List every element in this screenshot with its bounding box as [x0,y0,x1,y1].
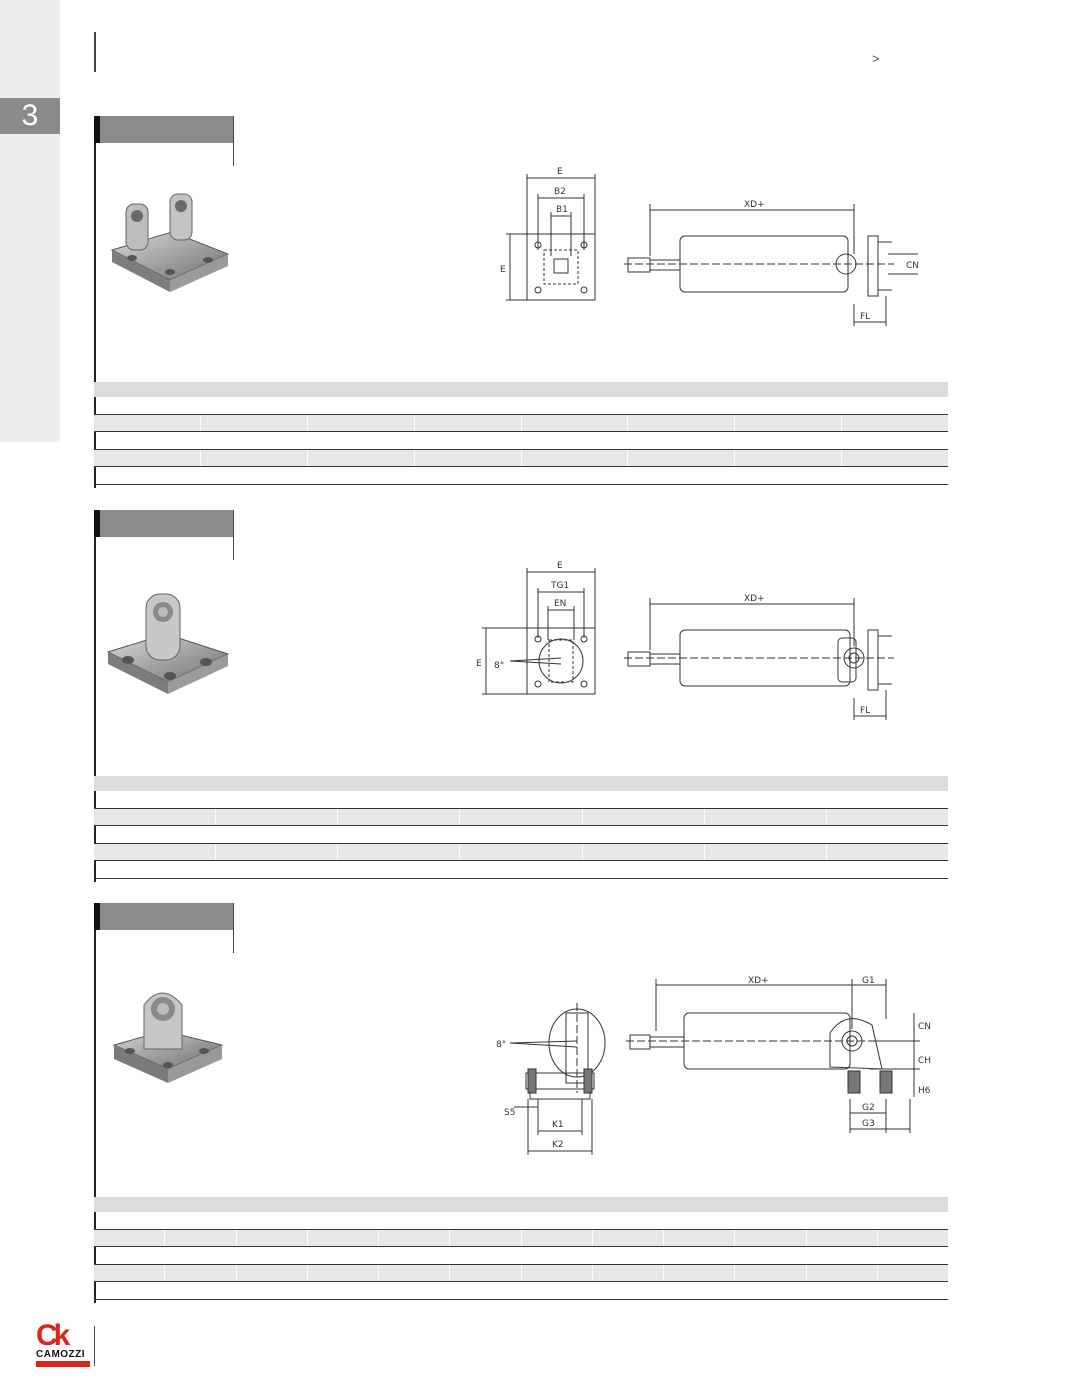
logo-wordmark: CAMOZZI [36,1349,86,1360]
logo-bar [36,1361,90,1367]
dim-label: CN [906,261,920,271]
accessory-section-1 [94,116,948,488]
dim-label: E [557,561,563,571]
dim-label: CH [918,1056,932,1066]
product-photo-swivel-bracket [102,578,234,706]
dim-label: G1 [862,976,875,986]
dim-label: E [500,265,506,275]
dim-label: EN [554,599,567,609]
section-header-tick [233,510,234,560]
dim-label: K1 [552,1120,564,1130]
dim-label: 8° [496,1040,507,1050]
dim-label: S5 [504,1108,516,1118]
logo-mark: Ck [36,1319,67,1352]
dim-label: G3 [862,1119,875,1129]
product-photo-clevis-bracket [102,180,234,308]
accessory-section-2 [94,510,948,882]
footer-divider [94,1326,95,1366]
camozzi-logo [36,1319,90,1367]
dim-label: K2 [552,1140,564,1150]
section-header-bar [94,510,234,537]
technical-drawing-1 [494,164,934,334]
section-header-bar [94,116,234,143]
dim-label: 8° [494,661,505,671]
sidebar-band [0,0,60,442]
chapter-tab[interactable]: 3 [0,98,60,134]
dim-label: CN [918,1022,932,1032]
dim-label: XD+ [744,594,765,604]
dim-label: FL [860,312,871,322]
dimension-table-1 [94,382,948,485]
next-page-chevron-icon[interactable]: > [872,51,880,66]
technical-drawing-3 [490,973,940,1163]
product-photo-pivot-bracket [102,975,234,1103]
dimension-table-3 [94,1197,948,1300]
dim-label: XD+ [748,976,769,986]
dim-label: XD+ [744,200,765,210]
section-header-bar [94,903,234,930]
dim-label: E [557,167,563,177]
dim-label: B1 [556,205,568,215]
technical-drawing-2 [474,558,934,728]
dim-label: H6 [918,1086,931,1096]
accessory-section-3 [94,903,948,1303]
dim-label: G2 [862,1103,875,1113]
dimension-table-2 [94,776,948,879]
section-header-tick [233,903,234,953]
section-header-tick [233,116,234,166]
dim-label: B2 [554,187,566,197]
dim-label: TG1 [551,581,570,591]
top-divider [94,32,96,72]
dim-label: FL [860,706,871,716]
dim-label: E [476,659,482,669]
